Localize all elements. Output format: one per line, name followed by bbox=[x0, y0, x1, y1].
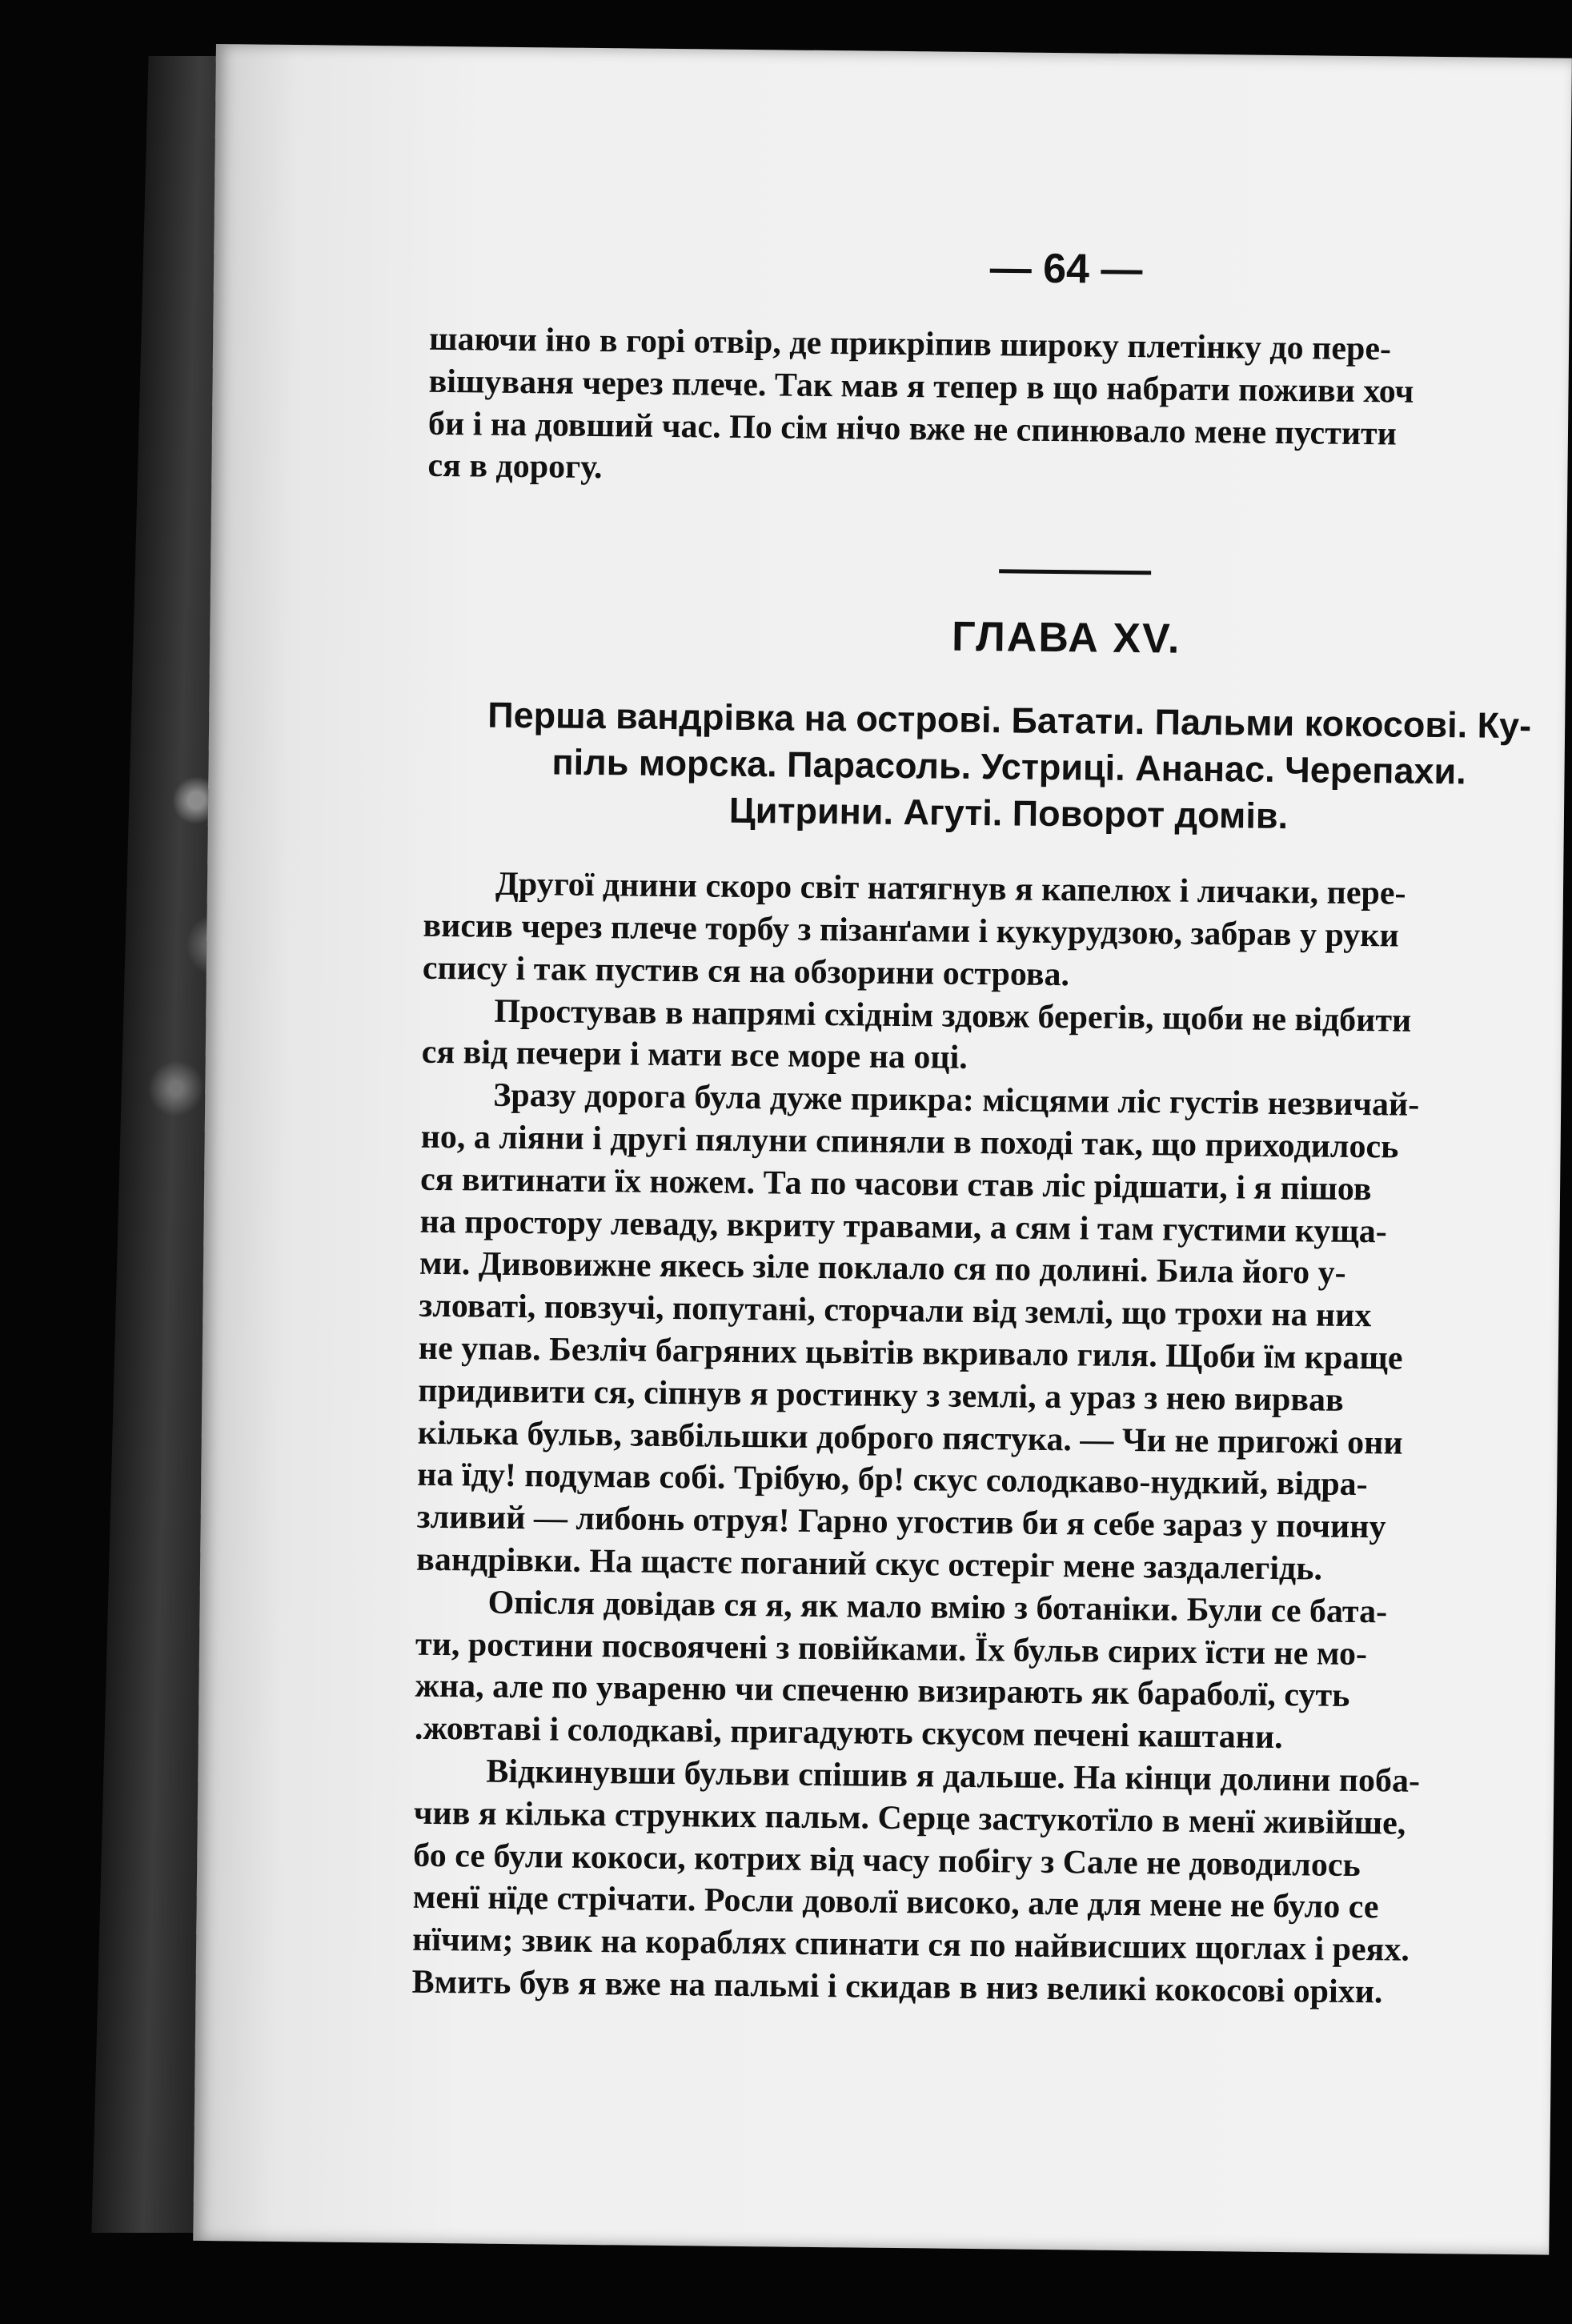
body-text-line: вандрівки. На щастє поганий скус остеріг мене заздалегідь. bbox=[415, 1541, 1323, 1588]
body-text-line: на простору леваду, вкриту травами, а сям і там густими куща- bbox=[419, 1203, 1388, 1250]
body-text-line: Відкинувши бульви спішив я дальше. На кінци долини поба- bbox=[486, 1753, 1421, 1800]
summary-line: Перша вандрівка на острові. Батати. Пальми кокосові. Ку- bbox=[487, 694, 1532, 747]
body-text-line: ся від печери і мати все море на оці. bbox=[421, 1034, 968, 1077]
page-content bbox=[411, 238, 1550, 2015]
body-text-line: на їду! подумав собі. Трібую, бр! скус солодкаво-нудкий, відра- bbox=[417, 1457, 1368, 1504]
body-text-line: .жовтаві і солодкаві, пригадують скусом печені каштани. bbox=[414, 1709, 1283, 1757]
body-text-line: не упав. Безліч багряних цьвітів вкривало гиля. Щоби їм краще bbox=[418, 1329, 1403, 1377]
body-text-line: ся витинати їх ножем. Та по часови став ліс рідшати, і я пішов bbox=[419, 1160, 1372, 1208]
text-line: вішуваня через плече. Так мав я тепер в що набрати поживи хоч bbox=[428, 363, 1414, 411]
text-line: шаючи іно в горі отвір, де прикріпив широку плетінку до пере- bbox=[428, 320, 1392, 368]
body-text-line: кілька бульв, завбільшки доброго пястука. — Чи не пригожі они bbox=[417, 1414, 1403, 1462]
chapter-body bbox=[411, 863, 1544, 2015]
section-separator bbox=[999, 569, 1151, 575]
summary-line: Цитрини. Агуті. Поворот домів. bbox=[728, 789, 1289, 837]
continuation-paragraph bbox=[427, 319, 1550, 499]
body-text-line: чив я кілька струнких пальм. Серце застукотїло в менї живійше, bbox=[413, 1794, 1406, 1842]
text-line: ся в дорогу. bbox=[427, 447, 603, 487]
body-text-line: спису і так пустив ся на обзорини острова. bbox=[422, 949, 1070, 994]
body-text-line: зловаті, повзучі, попутані, сторчали від землі, що трохи на них bbox=[419, 1287, 1372, 1335]
chapter-summary bbox=[424, 691, 1546, 843]
body-text-line: нїчим; звик на кораблях спинати ся по найвисших щоглах і реях. bbox=[411, 1921, 1410, 1969]
body-text-line: зливий — либонь отруя! Гарно угостив би я себе зараз у почину bbox=[416, 1498, 1386, 1546]
chapter-title: ГЛАВА XV. bbox=[951, 613, 1181, 663]
body-text-line: придивити ся, сіпнув я ростинку з землі, а ураз з нею вирвав bbox=[418, 1372, 1344, 1419]
body-text-line: Другої днини скоро світ натягнув я капелюх і личаки, пере- bbox=[495, 865, 1406, 912]
body-text-line: но, а ліяни і другі пялуни спиняли в поході так, що приходилось bbox=[420, 1118, 1399, 1166]
text-line: би і на довший час. По сім нічо вже не спинювало мене пустити bbox=[427, 405, 1398, 453]
body-text-line: Опісля довідав ся я, як мало вмію з ботаніки. Були се бата- bbox=[487, 1584, 1388, 1631]
body-text-line: Зразу дорога була дуже прикра: місцями ліс густів незвичай- bbox=[493, 1076, 1420, 1124]
body-text-line: менї нїде стрічати. Росли доволї високо, але для мене не було се bbox=[412, 1879, 1379, 1926]
book-page bbox=[193, 44, 1572, 2255]
body-text-line: ти, ростини посвоячені з повійками. Їх бульв сирих їсти не мо- bbox=[415, 1625, 1368, 1673]
body-text-line: Вмить був я вже на пальмі і скидав в низ великі кокосові оріхи. bbox=[411, 1963, 1383, 2011]
body-text-line: бо се були кокоси, котрих від часу побігу з Сале не доводилось bbox=[413, 1837, 1361, 1884]
body-text-line: жна, але по увареню чи спеченю визирають як бараболї, суть bbox=[415, 1668, 1350, 1715]
body-text-line: Простував в напрямі східнім здовж берегів, щоби не відбити bbox=[494, 992, 1412, 1040]
summary-line: піль морска. Парасоль. Устриці. Ананас. Черепахи. bbox=[551, 741, 1466, 792]
body-text-line: висив через плече торбу з пізанґами і кукурудзою, забрав у руки bbox=[423, 907, 1399, 955]
body-text-line: ми. Дивовижне якесь зіле поклало ся по долині. Била його у- bbox=[419, 1245, 1346, 1292]
page-number: — 64 — bbox=[989, 245, 1143, 294]
